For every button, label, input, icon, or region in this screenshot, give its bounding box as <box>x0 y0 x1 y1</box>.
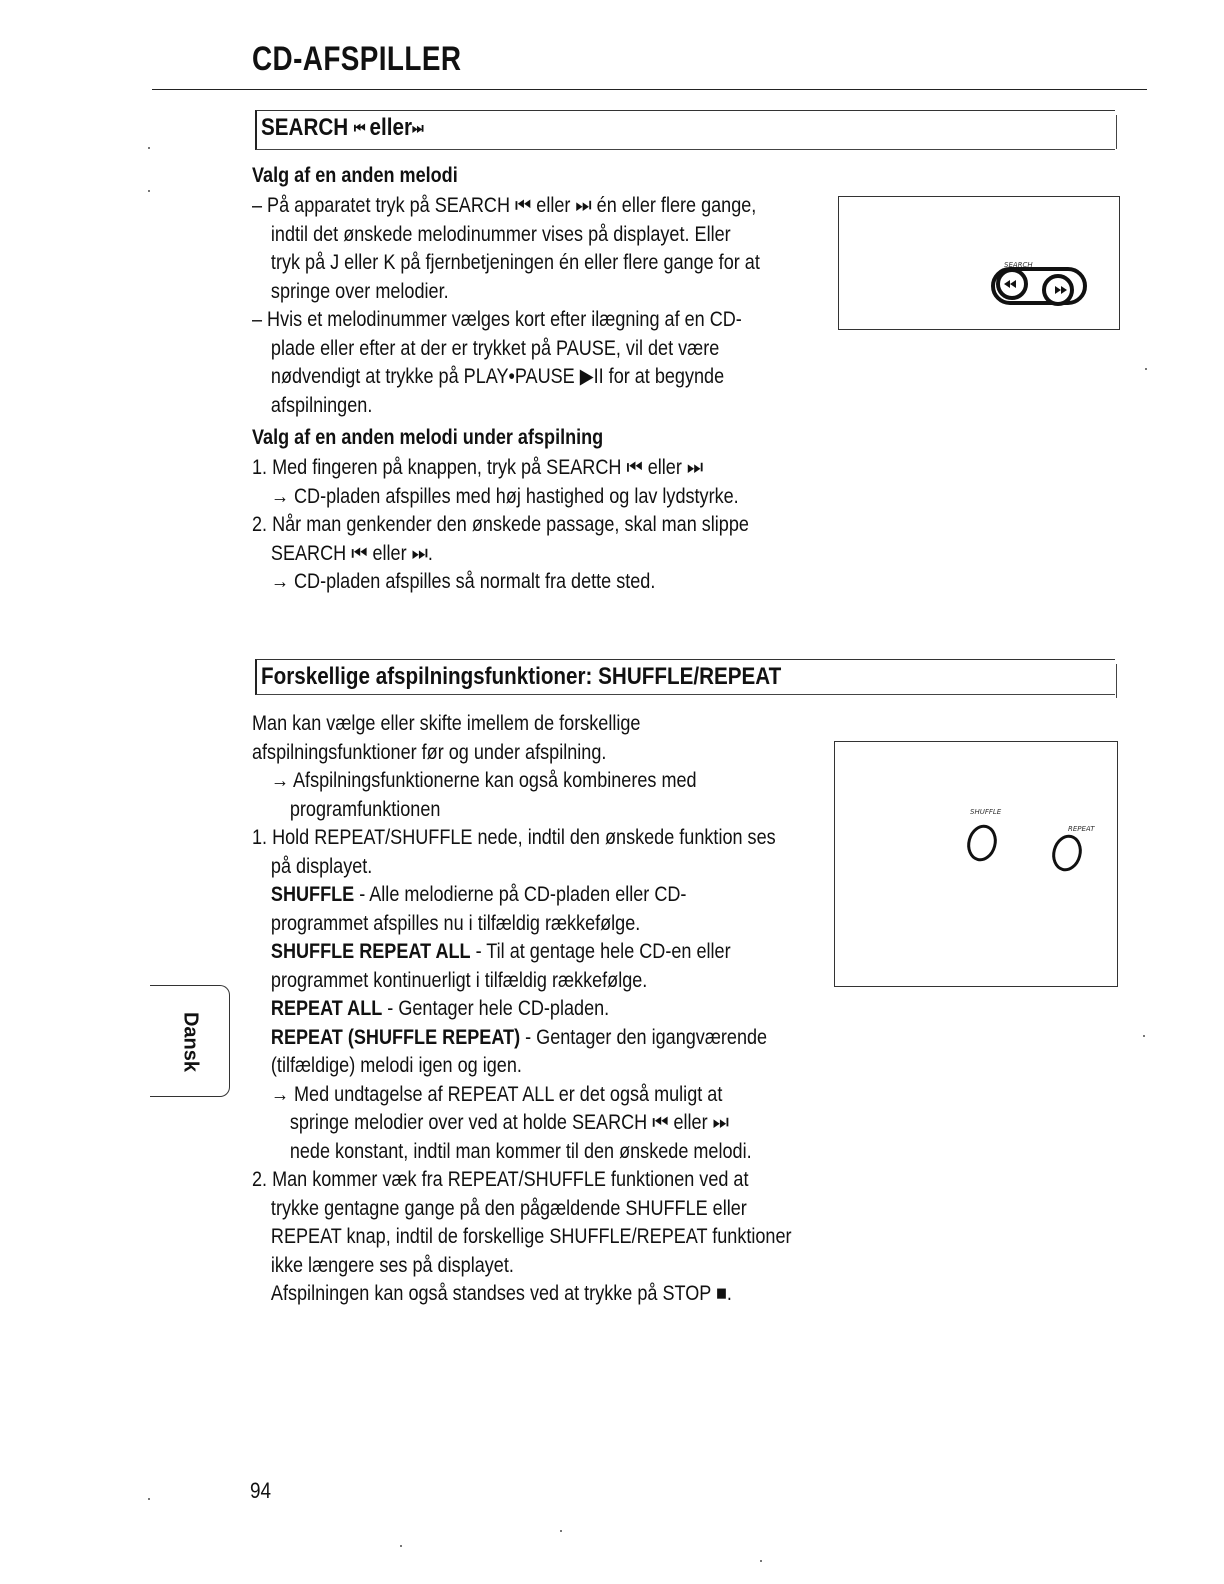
mode-text: - Til at gentage hele CD-en eller <box>470 940 731 963</box>
scan-speck <box>1145 368 1147 370</box>
heading-tick <box>1116 664 1117 698</box>
repeat-label: REPEAT <box>1068 825 1095 833</box>
result-line: → CD-pladen afspilles med høj hastighed og lav lydstyrke. <box>270 484 739 508</box>
text-line: afspilningen. <box>270 393 373 417</box>
text-line: programmet kontinuerligt i tilfældig rækkefølge. <box>270 968 648 992</box>
modes-heading: Forskellige afspilningsfunktioner: SHUFFLE/REPEAT <box>261 663 782 690</box>
search-section-heading <box>255 110 1115 150</box>
page-title: CD-AFSPILLER <box>252 40 462 78</box>
mode-text: - Gentager den igangværende <box>520 1025 768 1049</box>
step-line: 1. Hold REPEAT/SHUFFLE nede, indtil den ønskede funktion ses <box>252 826 776 849</box>
next-track-icon: ⏭ <box>411 120 422 137</box>
scan-speck <box>560 1530 562 1532</box>
text-line: springe over melodier. <box>270 279 449 303</box>
page-number: 94 <box>250 1478 272 1503</box>
text-line: tryk på J eller K på fjernbetjeningen én eller flere gange for at <box>270 251 760 274</box>
search-buttons-illustration <box>838 196 1120 330</box>
result-line: nede konstant, indtil man kommer til den ønskede melodi. <box>289 1139 752 1163</box>
text-line: indtil det ønskede melodinummer vises på displayet. Eller <box>270 222 731 246</box>
mode-text: - Gentager hele CD-pladen. <box>382 997 610 1020</box>
mode-label: SHUFFLE REPEAT ALL <box>270 940 471 963</box>
mode-label: REPEAT (SHUFFLE REPEAT) <box>270 1025 521 1049</box>
mode-repeat-all <box>252 995 820 1024</box>
search-heading-label: SEARCH <box>261 114 349 141</box>
text-line: – Hvis et melodinummer vælges kort efter ilægning af en CD- <box>252 308 742 331</box>
shuffle-repeat-drawing <box>835 742 1119 988</box>
search-heading <box>261 114 422 142</box>
text-line: Man kan vælge eller skifte imellem de forskellige <box>252 712 641 735</box>
scan-speck <box>148 147 150 149</box>
step-line: 2. Man kommer væk fra REPEAT/SHUFFLE funktionen ved at <box>252 1168 749 1191</box>
title-rule <box>152 89 1147 90</box>
language-tab <box>150 985 230 1097</box>
text-line: plade eller efter at der er trykket på PAUSE, vil det være <box>270 336 720 360</box>
mode-label: SHUFFLE <box>270 883 355 906</box>
scan-speck <box>1143 1035 1145 1037</box>
scan-speck <box>760 1560 762 1562</box>
text-line: – På apparatet tryk på SEARCH ⏮ eller ⏭ én eller flere gange, <box>252 194 757 217</box>
step-line: ikke længere ses på displayet. <box>270 1253 514 1277</box>
search-steps <box>252 454 820 597</box>
repeat-button-icon <box>1050 833 1084 873</box>
language-label: Dansk <box>179 1011 202 1073</box>
step-line: trykke gentagne gange på den pågældende SHUFFLE eller <box>270 1196 747 1220</box>
scan-speck <box>148 190 150 192</box>
mode-label: REPEAT ALL <box>270 997 383 1020</box>
text-line: (tilfældige) melodi igen og igen. <box>270 1054 522 1077</box>
mode-repeat <box>252 1024 820 1053</box>
prev-track-icon: ⏮ <box>353 120 364 137</box>
heading-tick <box>1116 115 1117 149</box>
shuffle-button-icon <box>965 823 999 863</box>
mode-shuffle <box>252 881 820 910</box>
search-heading-or: eller <box>369 114 412 141</box>
step-line: på displayet. <box>270 854 373 878</box>
step-line: Afspilningen kan også standses ved at trykke på STOP ■. <box>270 1282 732 1305</box>
shuffle-label: SHUFFLE <box>970 808 1002 816</box>
result-line: springe melodier over ved at holde SEARCH ⏮ eller ⏭ <box>289 1111 729 1134</box>
result-line: → CD-pladen afspilles så normalt fra dette sted. <box>270 570 656 593</box>
step-line: 1. Med fingeren på knappen, tryk på SEARCH ⏮ eller ⏭ <box>252 456 704 479</box>
result-line: → Afspilningsfunktionerne kan også kombineres med <box>270 769 697 792</box>
result-line: → Med undtagelse af REPEAT ALL er det også muligt at <box>270 1082 723 1106</box>
result-line: programfunktionen <box>289 797 441 821</box>
search-subhead-2: Valg af en anden melodi under afspilning <box>252 426 604 449</box>
modes-section-heading <box>255 659 1115 695</box>
search-label: SEARCH <box>1004 261 1033 269</box>
step-line: REPEAT knap, indtil de forskellige SHUFFLE/REPEAT funktioner <box>270 1225 792 1248</box>
scan-speck <box>148 1498 150 1500</box>
step-line: 2. Når man genkender den ønskede passage, skal man slippe <box>252 513 749 536</box>
shuffle-repeat-illustration <box>834 741 1118 987</box>
scan-speck <box>400 1545 402 1547</box>
search-instructions <box>252 192 820 420</box>
mode-shuffle-repeat-all <box>252 938 820 967</box>
text-line: nødvendigt at trykke på PLAY•PAUSE ▶II for at begynde <box>270 365 725 388</box>
search-subhead-1: Valg af en anden melodi <box>252 164 458 187</box>
text-line: afspilningsfunktioner før og under afspilning. <box>252 740 607 764</box>
mode-text: - Alle melodierne på CD-pladen eller CD- <box>354 883 687 906</box>
step-line: SEARCH ⏮ eller ⏭. <box>270 541 433 565</box>
text-line: programmet afspilles nu i tilfældig rækkefølge. <box>270 911 641 935</box>
modes-instructions <box>252 710 820 1309</box>
search-buttons-drawing <box>839 197 1121 331</box>
